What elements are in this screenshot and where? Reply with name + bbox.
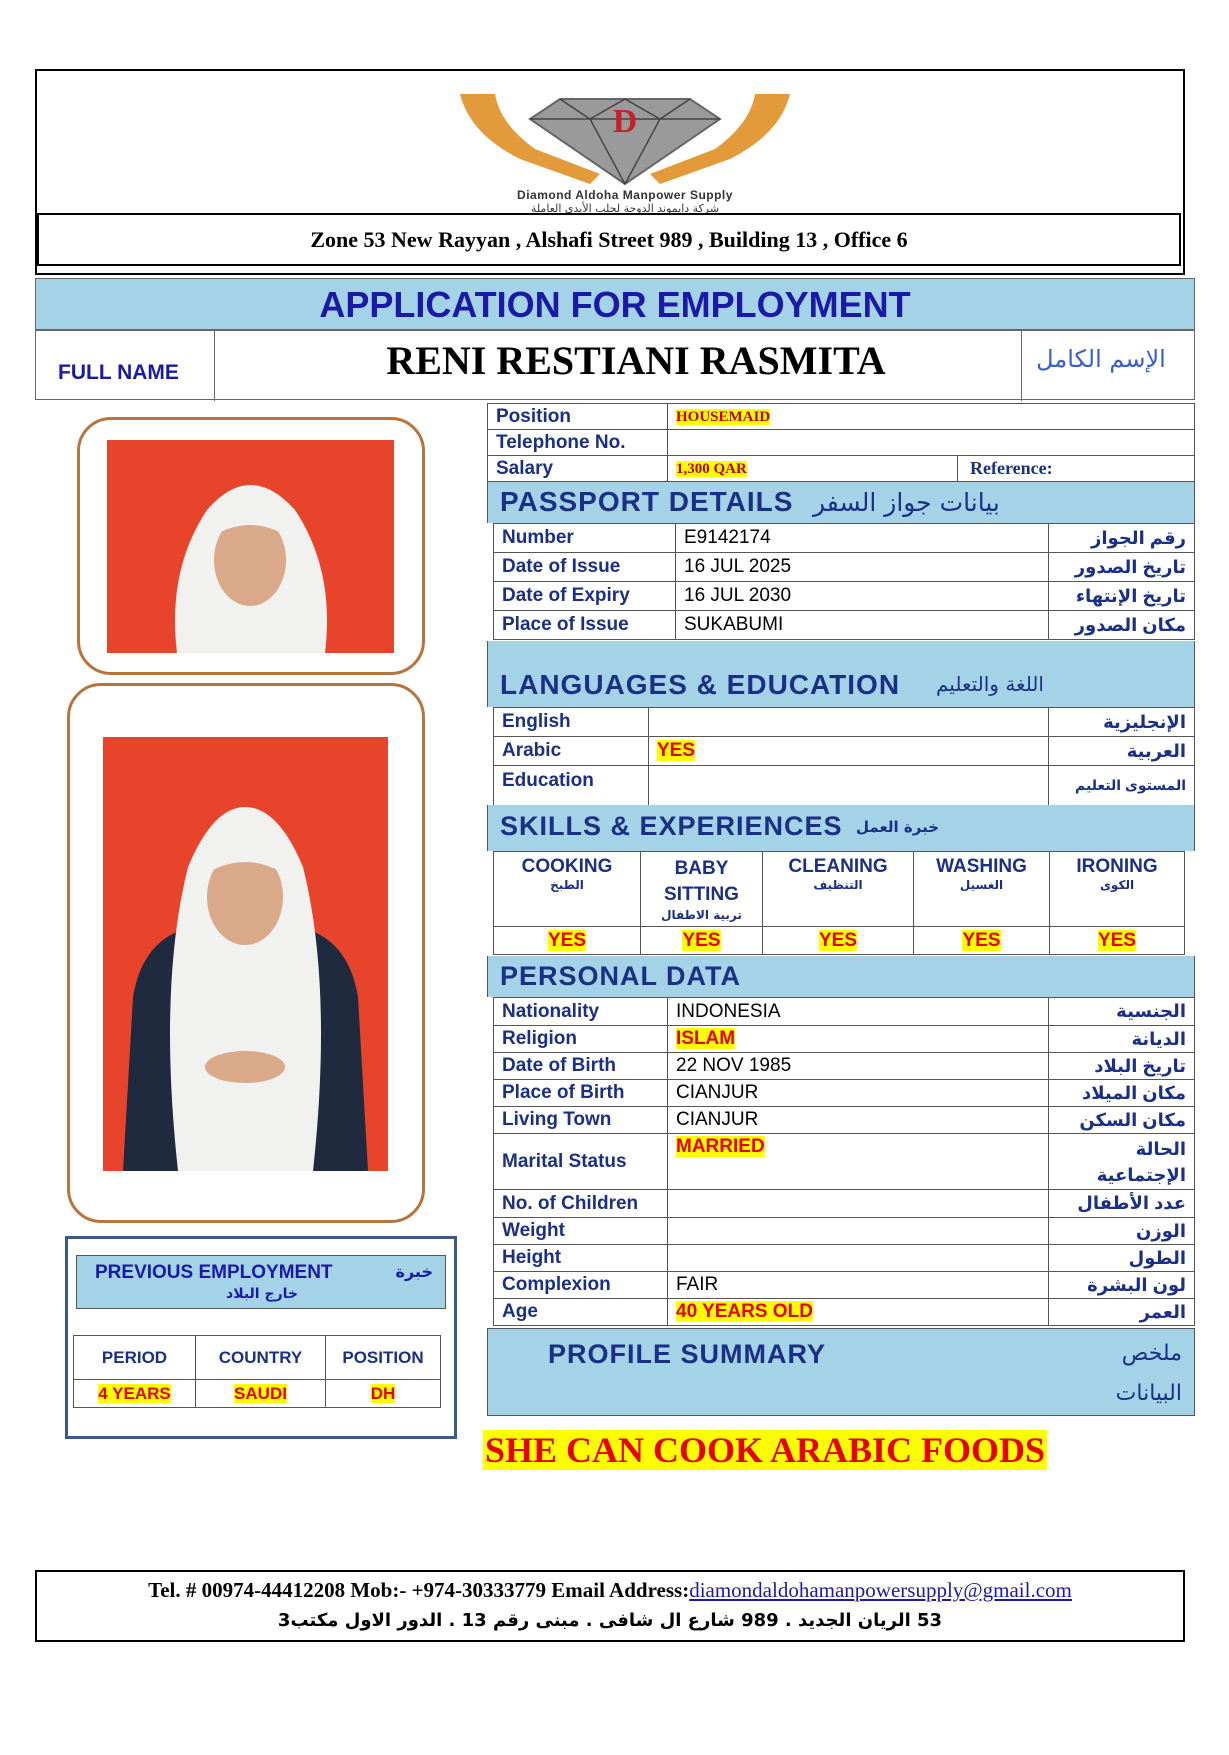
profile-summary-note <box>483 1428 1047 1472</box>
personal-heading <box>487 956 1195 997</box>
period-value: 4 YEARS <box>98 1383 171 1403</box>
footer-email-link[interactable]: diamondaldohamanpowersupply@gmail.com <box>689 1578 1072 1602</box>
salary-label: Salary <box>488 456 668 482</box>
table-cell <box>641 927 763 955</box>
col-position-header: POSITION <box>326 1336 441 1380</box>
skill-value: YES <box>962 929 1001 951</box>
salary-value: 1,300 QAR <box>676 460 747 477</box>
personal-heading-en: PERSONAL DATA <box>500 961 742 991</box>
arabic-label: Arabic <box>494 737 649 766</box>
religion-label: Religion <box>494 1026 668 1053</box>
complexion-label: Complexion <box>494 1272 668 1299</box>
issue-date-label: Date of Issue <box>494 553 676 582</box>
table-cell <box>196 1380 326 1408</box>
table-cell <box>74 1380 196 1408</box>
person-portrait-icon <box>107 440 394 653</box>
education-label: Education <box>494 766 649 806</box>
issue-place-label: Place of Issue <box>494 611 676 640</box>
hands-diamond-logo-icon <box>440 74 810 189</box>
languages-heading-ar: اللغة والتعليم <box>936 672 1044 696</box>
issue-place-label-ar: مكان الصدور <box>1049 611 1195 640</box>
skill-value: YES <box>547 929 587 951</box>
complexion-value: FAIR <box>668 1272 1049 1299</box>
skills-heading-ar: خبرة العمل <box>856 818 940 836</box>
living-town-value: CIANJUR <box>668 1107 1049 1134</box>
table-cell <box>668 456 958 482</box>
form-title: APPLICATION FOR EMPLOYMENT <box>35 278 1195 330</box>
full-name-label-ar: الإسم الكامل <box>1036 345 1166 373</box>
full-name-row <box>35 330 1195 400</box>
age-value: 40 YEARS OLD <box>676 1301 813 1322</box>
height-value <box>668 1245 1049 1272</box>
skill-baby-sitting <box>641 852 763 927</box>
passport-heading <box>487 482 1195 523</box>
birth-date-label: Date of Birth <box>494 1053 668 1080</box>
full-name-label: FULL NAME <box>58 361 179 384</box>
previous-employment-title: PREVIOUS EMPLOYMENT <box>95 1262 333 1283</box>
height-label: Height <box>494 1245 668 1272</box>
marital-status-value: MARRIED <box>676 1136 765 1157</box>
skills-heading <box>487 805 1195 851</box>
arabic-value: YES <box>657 740 696 761</box>
telephone-value <box>668 430 1195 456</box>
expiry-date-label-ar: تاريخ الإنتهاء <box>1049 582 1195 611</box>
birth-date-value: 22 NOV 1985 <box>668 1053 1049 1080</box>
skill-washing <box>914 852 1050 927</box>
profile-summary-title: PROFILE SUMMARY <box>548 1339 826 1369</box>
full-body-photo <box>103 737 388 1171</box>
skill-cooking <box>494 852 641 927</box>
passport-number-label-ar: رقم الجواز <box>1049 524 1195 553</box>
position-value: HOUSEMAID <box>676 408 771 425</box>
divider-line <box>214 331 215 401</box>
previous-employment-heading <box>76 1255 446 1309</box>
personal-table <box>493 997 1195 1326</box>
passport-table <box>493 523 1195 640</box>
footer-box <box>35 1570 1185 1642</box>
birth-date-label-ar: تاريخ البلاد <box>1049 1053 1195 1080</box>
footer-contact: Tel. # 00974-44412208 Mob:- +974-30333779 Email Address: <box>148 1578 690 1602</box>
skill-cleaning <box>763 852 914 927</box>
skill-name-ar: الكوى <box>1099 878 1135 892</box>
english-label-ar: الإنجليزية <box>1049 708 1195 737</box>
previous-employment-title-ar-2: خارج البلاد <box>226 1286 298 1302</box>
table-cell <box>668 404 1195 430</box>
passport-heading-en: PASSPORT DETAILS <box>500 486 794 517</box>
skill-name-ar: تربية الاطفال <box>661 908 742 922</box>
skill-name-ar: التنظيف <box>813 878 863 892</box>
full-name-value: RENI RESTIANI RASMITA <box>386 338 886 383</box>
table-cell <box>668 1299 1049 1326</box>
education-value <box>649 766 1049 806</box>
age-label: Age <box>494 1299 668 1326</box>
children-label: No. of Children <box>494 1190 668 1218</box>
table-cell <box>668 1026 1049 1053</box>
languages-heading <box>487 641 1195 707</box>
profile-summary-title-ar-2: البيانات <box>1115 1381 1182 1406</box>
table-cell <box>1050 927 1185 955</box>
profile-summary-title-ar-1: ملخص <box>1121 1341 1182 1366</box>
nationality-label-ar: الجنسية <box>1049 998 1195 1026</box>
living-town-label-ar: مكان السكن <box>1049 1107 1195 1134</box>
profile-summary-note-text: SHE CAN COOK ARABIC FOODS <box>485 1430 1046 1470</box>
skill-value: YES <box>1097 929 1137 951</box>
passport-heading-ar: بيانات جواز السفر <box>813 488 1000 517</box>
previous-employment-box <box>65 1236 457 1439</box>
table-cell <box>668 1134 1049 1190</box>
issue-date-label-ar: تاريخ الصدور <box>1049 553 1195 582</box>
religion-value: ISLAM <box>676 1028 736 1049</box>
expiry-date-label: Date of Expiry <box>494 582 676 611</box>
portrait-photo <box>107 440 394 653</box>
weight-label-ar: الوزن <box>1049 1218 1195 1245</box>
children-label-ar: عدد الأطفال <box>1049 1190 1195 1218</box>
skill-ironing <box>1050 852 1185 927</box>
education-label-ar: المستوى التعليم <box>1049 766 1195 806</box>
skill-name: COOKING <box>521 856 613 877</box>
company-address: Zone 53 New Rayyan , Alshafi Street 989 , Building 13 , Office 6 <box>37 213 1181 266</box>
age-label-ar: العمر <box>1049 1299 1195 1326</box>
country-value: SAUDI <box>234 1383 287 1403</box>
height-label-ar: الطول <box>1049 1245 1195 1272</box>
nationality-label: Nationality <box>494 998 668 1026</box>
telephone-label: Telephone No. <box>488 430 668 456</box>
nationality-value: INDONESIA <box>668 998 1049 1026</box>
table-cell <box>763 927 914 955</box>
skill-name-ar: الطبخ <box>550 878 584 892</box>
table-cell <box>914 927 1050 955</box>
passport-number-value: E9142174 <box>676 524 1049 553</box>
skills-table <box>493 851 1185 955</box>
marital-status-label: Marital Status <box>494 1134 668 1190</box>
table-cell <box>649 737 1049 766</box>
table-cell <box>326 1380 441 1408</box>
arabic-label-ar: العربية <box>1049 737 1195 766</box>
expiry-date-value: 16 JUL 2030 <box>676 582 1049 611</box>
english-value <box>649 708 1049 737</box>
languages-heading-en: LANGUAGES & EDUCATION <box>500 669 901 700</box>
company-logo <box>440 74 810 214</box>
children-value <box>668 1190 1049 1218</box>
birth-place-label: Place of Birth <box>494 1080 668 1107</box>
skill-name: BABY SITTING <box>664 858 739 905</box>
footer-contact-line <box>37 1578 1183 1603</box>
skill-value: YES <box>682 929 721 951</box>
issue-date-value: 16 JUL 2025 <box>676 553 1049 582</box>
divider-line <box>1021 331 1022 401</box>
complexion-label-ar: لون البشرة <box>1049 1272 1195 1299</box>
company-name-ar: شركة دايموند الدوحة لجلب الأيدي العاملة <box>530 202 720 215</box>
skill-name-ar: الغسيل <box>959 878 1004 892</box>
col-period-header: PERIOD <box>74 1336 196 1380</box>
reference-label: Reference: <box>958 456 1195 482</box>
previous-employment-title-ar-1: خبرة <box>395 1262 433 1281</box>
position-label: Position <box>488 404 668 430</box>
passport-number-label: Number <box>494 524 676 553</box>
job-info-table <box>487 403 1195 482</box>
position-value: DH <box>370 1383 396 1403</box>
previous-employment-table <box>73 1335 441 1408</box>
col-country-header: COUNTRY <box>196 1336 326 1380</box>
footer-address-ar: 53 الريان الجديد . 989 شارع ال شافى . مبنى رقم 13 . الدور الاول مكتب3 <box>277 1610 943 1631</box>
skills-heading-en: SKILLS & EXPERIENCES <box>500 811 843 841</box>
english-label: English <box>494 708 649 737</box>
religion-label-ar: الديانة <box>1049 1026 1195 1053</box>
svg-text:D: D <box>612 103 638 140</box>
living-town-label: Living Town <box>494 1107 668 1134</box>
birth-place-value: CIANJUR <box>668 1080 1049 1107</box>
company-name-en: Diamond Aldoha Manpower Supply <box>517 188 733 202</box>
skill-name: WASHING <box>936 856 1027 877</box>
skill-name: IRONING <box>1076 856 1158 877</box>
marital-status-label-ar: الحالة الإجتماعية <box>1049 1134 1195 1190</box>
birth-place-label-ar: مكان الميلاد <box>1049 1080 1195 1107</box>
weight-label: Weight <box>494 1218 668 1245</box>
skill-value: YES <box>818 929 858 951</box>
profile-summary-heading <box>487 1328 1195 1416</box>
weight-value <box>668 1218 1049 1245</box>
languages-table <box>493 707 1195 806</box>
person-full-body-icon <box>103 737 388 1171</box>
skill-name: CLEANING <box>788 856 888 877</box>
issue-place-value: SUKABUMI <box>676 611 1049 640</box>
table-cell <box>494 927 641 955</box>
